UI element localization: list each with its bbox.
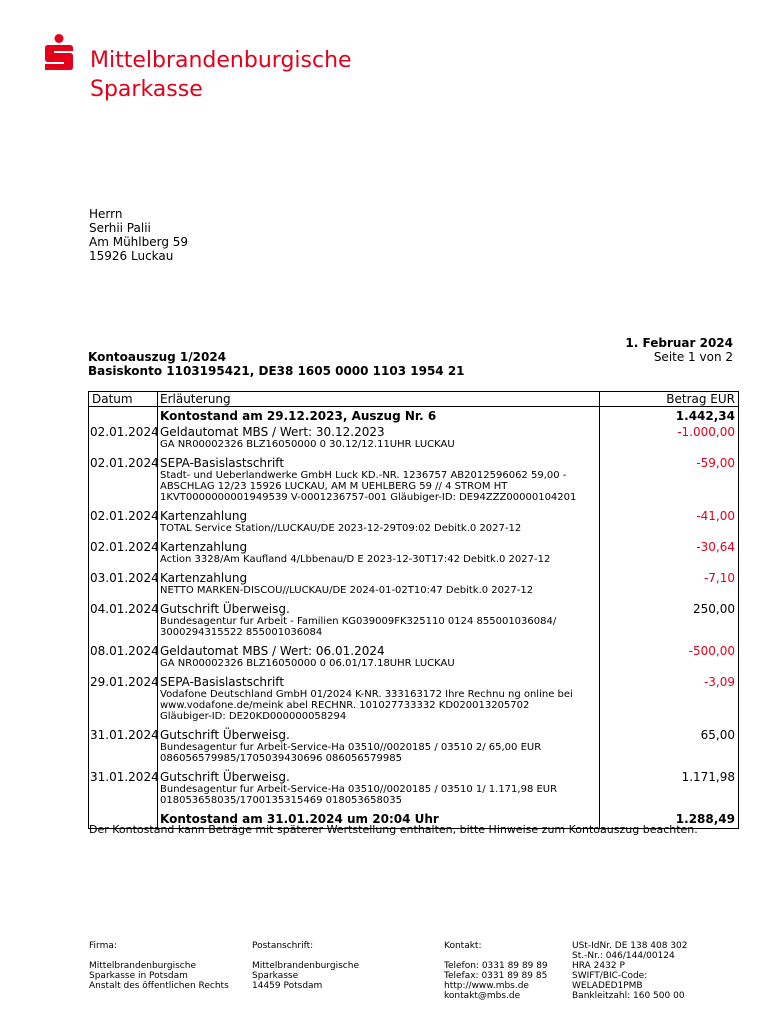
balance-note: Der Kontostand kann Beträge mit späterer Wertstellung enthalten, bitte Hinweise zum Kontoauszug beachten. bbox=[89, 823, 698, 836]
row-detail: www.vodafone.de/meink abel RECHNR. 101027733332 KD020013205702 bbox=[160, 700, 530, 711]
row-detail: 1KVT0000000001949539 V-0001236757-001 Gläubiger-ID: DE94ZZZ00000104201 bbox=[160, 492, 577, 503]
row-amount: -3,09 bbox=[703, 675, 735, 689]
header-description: Erläuterung bbox=[160, 392, 231, 406]
footer-line: Mittelbrandenburgische bbox=[89, 961, 196, 971]
row-detail: Bundesagentur fur Arbeit-Service-Ha 03510//0020185 / 03510 1/ 1.171,98 EUR bbox=[160, 784, 558, 795]
footer-line: WELADED1PMB bbox=[572, 981, 643, 991]
row-title: SEPA-Basislastschrift bbox=[160, 675, 285, 689]
footer-tax-info bbox=[572, 941, 688, 1001]
footer-line: HRA 2432 P bbox=[572, 961, 625, 971]
row-detail: ABSCHLAG 12/23 15926 LUCKAU, AM M UEHLBERG 59 // 4 STROM HT bbox=[160, 481, 508, 492]
row-detail: 086056579985/1705039430696 086056579985 bbox=[160, 753, 402, 764]
row-amount: -41,00 bbox=[696, 509, 735, 523]
row-date: 04.01.2024 bbox=[90, 602, 159, 616]
row-description bbox=[160, 425, 593, 450]
footer-kontakt bbox=[444, 941, 548, 1001]
footer-line: Sparkasse bbox=[252, 971, 299, 981]
footer-line bbox=[89, 951, 229, 961]
row-date: 29.01.2024 bbox=[90, 675, 159, 689]
footer-postanschrift bbox=[252, 941, 359, 991]
table-row bbox=[89, 571, 738, 602]
header-date: Datum bbox=[92, 392, 133, 406]
footer-line: kontakt@mbs.de bbox=[444, 991, 521, 1001]
table-row bbox=[89, 728, 738, 770]
row-description bbox=[160, 770, 593, 806]
row-date: 02.01.2024 bbox=[90, 425, 159, 439]
footer-line: 14459 Potsdam bbox=[252, 981, 323, 991]
row-title: Geldautomat MBS / Wert: 30.12.2023 bbox=[160, 425, 385, 439]
row-date: 02.01.2024 bbox=[90, 540, 159, 554]
row-description bbox=[160, 602, 593, 638]
table-row bbox=[89, 456, 738, 509]
row-title: SEPA-Basislastschrift bbox=[160, 456, 285, 470]
row-amount: 1.171,98 bbox=[681, 770, 735, 784]
row-title: Gutschrift Überweisg. bbox=[160, 728, 290, 742]
row-detail: Action 3328/Am Kaufland 4/Lbbenau/D E 2023-12-30T17:42 Debitk.0 2027-12 bbox=[160, 554, 551, 565]
row-date: 08.01.2024 bbox=[90, 644, 159, 658]
row-detail: Gläubiger-ID: DE20KD000000058294 bbox=[160, 711, 347, 722]
footer-line: Mittelbrandenburgische bbox=[252, 961, 359, 971]
footer-line: USt-IdNr. DE 138 408 302 bbox=[572, 941, 688, 951]
footer-line: SWIFT/BIC-Code: bbox=[572, 971, 648, 981]
closing-balance-label: Kontostand am 31.01.2024 um 20:04 Uhr bbox=[160, 812, 439, 826]
account-info bbox=[88, 350, 465, 378]
row-detail: 018053658035/1700135315469 018053658035 bbox=[160, 795, 402, 806]
row-date: 03.01.2024 bbox=[90, 571, 159, 585]
footer-line: Telefax: 0331 89 89 85 bbox=[444, 971, 548, 981]
row-detail: TOTAL Service Station//LUCKAU/DE 2023-12-29T09:02 Debitk.0 2027-12 bbox=[160, 523, 522, 534]
row-description bbox=[160, 728, 593, 764]
opening-balance-amount: 1.442,34 bbox=[675, 409, 735, 423]
table-row bbox=[89, 770, 738, 812]
row-amount: -59,00 bbox=[696, 456, 735, 470]
row-title: Geldautomat MBS / Wert: 06.01.2024 bbox=[160, 644, 385, 658]
footer-line: Firma: bbox=[89, 941, 117, 951]
row-amount: -500,00 bbox=[688, 644, 735, 658]
row-detail: Stadt- und Ueberlandwerke GmbH Luck KD.-NR. 1236757 AB2012596062 59,00 - bbox=[160, 470, 567, 481]
table-body bbox=[89, 407, 738, 828]
table-row bbox=[89, 675, 738, 728]
row-title: Gutschrift Überweisg. bbox=[160, 602, 290, 616]
sparkasse-logo-icon bbox=[44, 34, 74, 72]
footer-line bbox=[444, 951, 548, 961]
header-amount: Betrag EUR bbox=[666, 392, 735, 406]
row-date: 02.01.2024 bbox=[90, 509, 159, 523]
row-description bbox=[160, 675, 593, 722]
statement-title: Kontoauszug 1/2024 bbox=[88, 350, 227, 364]
row-description bbox=[160, 456, 593, 503]
statement-date: 1. Februar 2024 bbox=[625, 336, 733, 350]
row-detail: Bundesagentur fur Arbeit - Familien KG039009FK325110 0124 855001036084/ bbox=[160, 616, 557, 627]
statement-table bbox=[88, 391, 739, 829]
table-header bbox=[89, 392, 738, 407]
row-amount: -30,64 bbox=[696, 540, 735, 554]
row-detail: Vodafone Deutschland GmbH 01/2024 K-NR. 333163172 Ihre Rechnu ng online bei bbox=[160, 689, 573, 700]
table-row bbox=[89, 644, 738, 675]
account-number: Basiskonto 1103195421, DE38 1605 0000 1103 1954 21 bbox=[88, 364, 465, 378]
statement-date-block bbox=[625, 336, 733, 364]
row-amount: -7,10 bbox=[703, 571, 735, 585]
row-detail: GA NR00002326 BLZ16050000 0 06.01/17.18UHR LUCKAU bbox=[160, 658, 455, 669]
row-title: Kartenzahlung bbox=[160, 509, 248, 523]
footer-line: Bankleitzahl: 160 500 00 bbox=[572, 991, 685, 1001]
footer-line: Sparkasse in Potsdam bbox=[89, 971, 188, 981]
page-number: Seite 1 von 2 bbox=[653, 350, 733, 364]
row-detail: GA NR00002326 BLZ16050000 0 30.12/12.11UHR LUCKAU bbox=[160, 439, 455, 450]
row-detail: 3000294315522 855001036084 bbox=[160, 627, 323, 638]
footer-line: Postanschrift: bbox=[252, 941, 314, 951]
footer-line bbox=[252, 951, 359, 961]
row-description bbox=[160, 571, 593, 596]
row-date: 02.01.2024 bbox=[90, 456, 159, 470]
footer-line: http://www.mbs.de bbox=[444, 981, 529, 991]
recipient-address: Herrn Serhii Palii Am Mühlberg 59 15926 Luckau bbox=[89, 207, 189, 263]
footer-line: Telefon: 0331 89 89 89 bbox=[444, 961, 548, 971]
table-row bbox=[89, 425, 738, 456]
footer-line: Anstalt des öffentlichen Rechts bbox=[89, 981, 229, 991]
row-title: Kartenzahlung bbox=[160, 540, 248, 554]
closing-balance-amount: 1.288,49 bbox=[675, 812, 735, 826]
footer-line: St.-Nr.: 046/144/00124 bbox=[572, 951, 675, 961]
row-title: Kartenzahlung bbox=[160, 571, 248, 585]
footer-firma bbox=[89, 941, 229, 991]
row-amount: 65,00 bbox=[700, 728, 735, 742]
footer-line: Kontakt: bbox=[444, 941, 482, 951]
row-detail: Bundesagentur fur Arbeit-Service-Ha 03510//0020185 / 03510 2/ 65,00 EUR bbox=[160, 742, 542, 753]
row-date: 31.01.2024 bbox=[90, 728, 159, 742]
row-amount: 250,00 bbox=[693, 602, 735, 616]
row-description bbox=[160, 509, 593, 534]
row-title: Gutschrift Überweisg. bbox=[160, 770, 290, 784]
row-date: 31.01.2024 bbox=[90, 770, 159, 784]
row-detail: NETTO MARKEN-DISCOU//LUCKAU/DE 2024-01-02T10:47 Debitk.0 2027-12 bbox=[160, 585, 534, 596]
opening-balance-label: Kontostand am 29.12.2023, Auszug Nr. 6 bbox=[160, 409, 437, 423]
row-description bbox=[160, 540, 593, 565]
bank-name: Mittelbrandenburgische Sparkasse bbox=[90, 48, 352, 102]
table-row bbox=[89, 509, 738, 540]
opening-balance-row bbox=[89, 407, 738, 425]
row-amount: -1.000,00 bbox=[677, 425, 735, 439]
table-row bbox=[89, 540, 738, 571]
table-row bbox=[89, 602, 738, 644]
row-description bbox=[160, 644, 593, 669]
